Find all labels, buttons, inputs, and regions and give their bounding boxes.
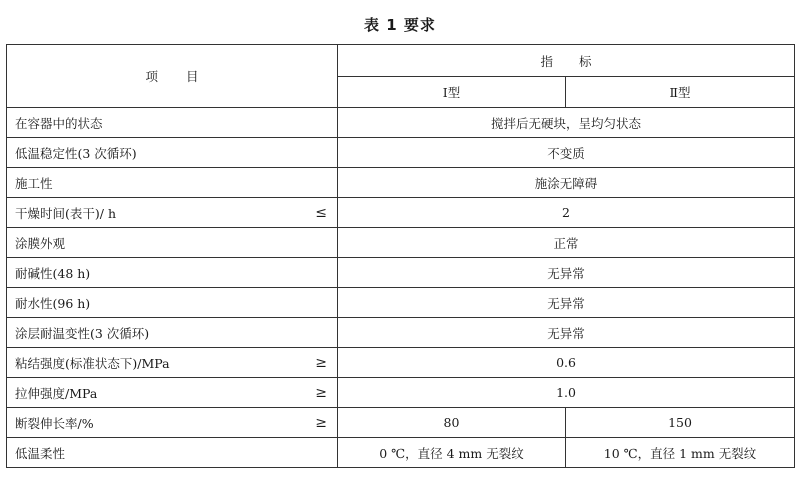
table-row (7, 318, 795, 348)
row-value: 不变质 (338, 138, 795, 168)
table-row (7, 288, 795, 318)
row-item: 拉伸强度/MPa (15, 385, 98, 401)
table-row (7, 198, 795, 228)
table-row (7, 438, 795, 468)
row-item: 低温稳定性(3 次循环) (15, 145, 137, 161)
row-value: 施涂无障碍 (338, 168, 795, 198)
table-row (7, 378, 795, 408)
row-item: 断裂伸长率/% (15, 415, 94, 431)
row-item: 耐水性(96 h) (15, 295, 91, 311)
row-value-type-1: 0 ℃，直径 4 mm 无裂纹 (338, 438, 566, 468)
row-value-type-2: 10 ℃，直径 1 mm 无裂纹 (566, 438, 795, 468)
row-value: 无异常 (338, 318, 795, 348)
row-value: 1.0 (338, 378, 795, 408)
header-item: 项目 (7, 45, 338, 108)
row-value: 0.6 (338, 348, 795, 378)
row-value: 2 (338, 198, 795, 228)
row-symbol: ≤ (315, 204, 327, 221)
requirements-table (6, 44, 795, 468)
row-value-type-2: 150 (566, 408, 795, 438)
table-row (7, 228, 795, 258)
row-value: 无异常 (338, 288, 795, 318)
row-item: 施工性 (15, 175, 53, 191)
row-item: 涂膜外观 (15, 235, 66, 251)
row-value: 无异常 (338, 258, 795, 288)
table-row (7, 168, 795, 198)
row-item: 低温柔性 (15, 445, 66, 461)
row-item: 粘结强度(标准状态下)/MPa (15, 355, 170, 371)
table-caption: 表 1 要求 (364, 16, 436, 34)
table-row (7, 408, 795, 438)
row-value: 正常 (338, 228, 795, 258)
table-row (7, 138, 795, 168)
table-row (7, 348, 795, 378)
header-index: 指标 (338, 45, 795, 77)
header-type-1: Ⅰ型 (338, 77, 566, 108)
row-item: 干燥时间(表干)/ h (15, 205, 116, 221)
row-symbol: ≥ (315, 414, 327, 431)
header-type-2: Ⅱ型 (566, 77, 795, 108)
row-value: 搅拌后无硬块，呈均匀状态 (338, 108, 795, 138)
row-symbol: ≥ (315, 354, 327, 371)
table-row (7, 108, 795, 138)
header-row (7, 45, 795, 77)
row-symbol: ≥ (315, 384, 327, 401)
row-item: 在容器中的状态 (15, 115, 103, 131)
row-value-type-1: 80 (338, 408, 566, 438)
table-row (7, 258, 795, 288)
row-item: 耐碱性(48 h) (15, 265, 91, 281)
row-item: 涂层耐温变性(3 次循环) (15, 325, 150, 341)
